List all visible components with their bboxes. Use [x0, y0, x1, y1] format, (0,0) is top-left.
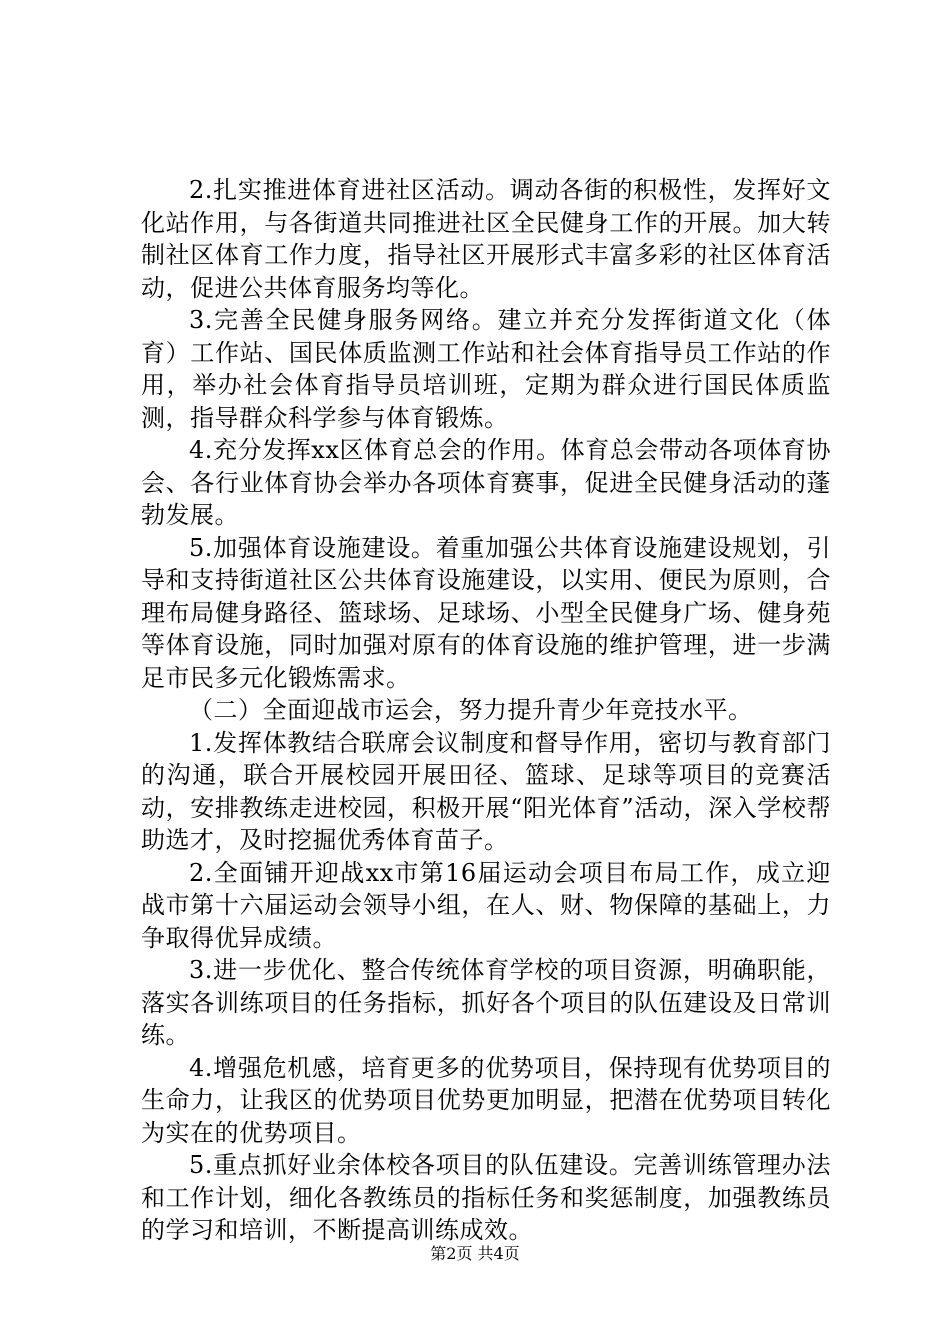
paragraph-facilities: 5.加强体育设施建设。着重加强公共体育设施建设规划，引导和支持街道社区公共体育设施建设，以实用、便民为原则，合理布局健身路径、篮球场、足球场、小型全民健身广场、健身苑等体育设施，同时加强对原有的体育设施的维护管理，进一步满足市民多元化锻炼需求。: [141, 533, 831, 692]
paragraph-fitness-network: 3.完善全民健身服务网络。建立并充分发挥街道文化（体育）工作站、国民体质监测工作站和社会体育指导员工作站的作用，举办社会体育指导员培训班，定期为群众进行国民体质监测，指导群众科学参与体育锻炼。: [141, 306, 831, 432]
paragraph-16th-games: 2.全面铺开迎战xx市第16届运动会项目布局工作，成立迎战市第十六届运动会领导小组，在人、财、物保障的基础上，力争取得优异成绩。: [141, 858, 831, 952]
paragraph-traditional-schools: 3.进一步优化、整合传统体育学校的项目资源，明确职能，落实各训练项目的任务指标，抓好各个项目的队伍建设及日常训练。: [141, 956, 831, 1049]
paragraph-community-sports: 2.扎实推进体育进社区活动。调动各街的积极性，发挥好文化站作用，与各街道共同推进社区全民健身工作的开展。加大转制社区体育工作力度，指导社区开展形式丰富多彩的社区体育活动，促进公共体育服务均等化。: [141, 176, 831, 302]
paragraph-sports-education: 1.发挥体教结合联席会议制度和督导作用，密切与教育部门的沟通，联合开展校园开展田径、篮球、足球等项目的竞赛活动，安排教练走进校园，积极开展“阳光体育”活动，深入学校帮助选才，及时挖掘优秀体育苗子。: [141, 728, 831, 854]
paragraph-advantage-projects: 4.增强危机感，培育更多的优势项目，保持现有优势项目的生命力，让我区的优势项目优势更加明显，把潜在优势项目转化为实在的优势项目。: [141, 1053, 831, 1147]
page-footer: 第2页 共4页: [430, 1244, 520, 1263]
paragraph-sports-federation: 4.充分发挥xx区体育总会的作用。体育总会带动各项体育协会、各行业体育协会举办各项体育赛事，促进全民健身活动的蓬勃发展。: [141, 436, 831, 529]
paragraph-amateur-school: 5.重点抓好业余体校各项目的队伍建设。完善训练管理办法和工作计划，细化各教练员的指标任务和奖惩制度，加强教练员的学习和培训，不断提高训练成效。: [141, 1151, 831, 1244]
section-heading-city-games: （二）全面迎战市运会，努力提升青少年竞技水平。: [189, 696, 753, 724]
document-body: [141, 174, 831, 1247]
